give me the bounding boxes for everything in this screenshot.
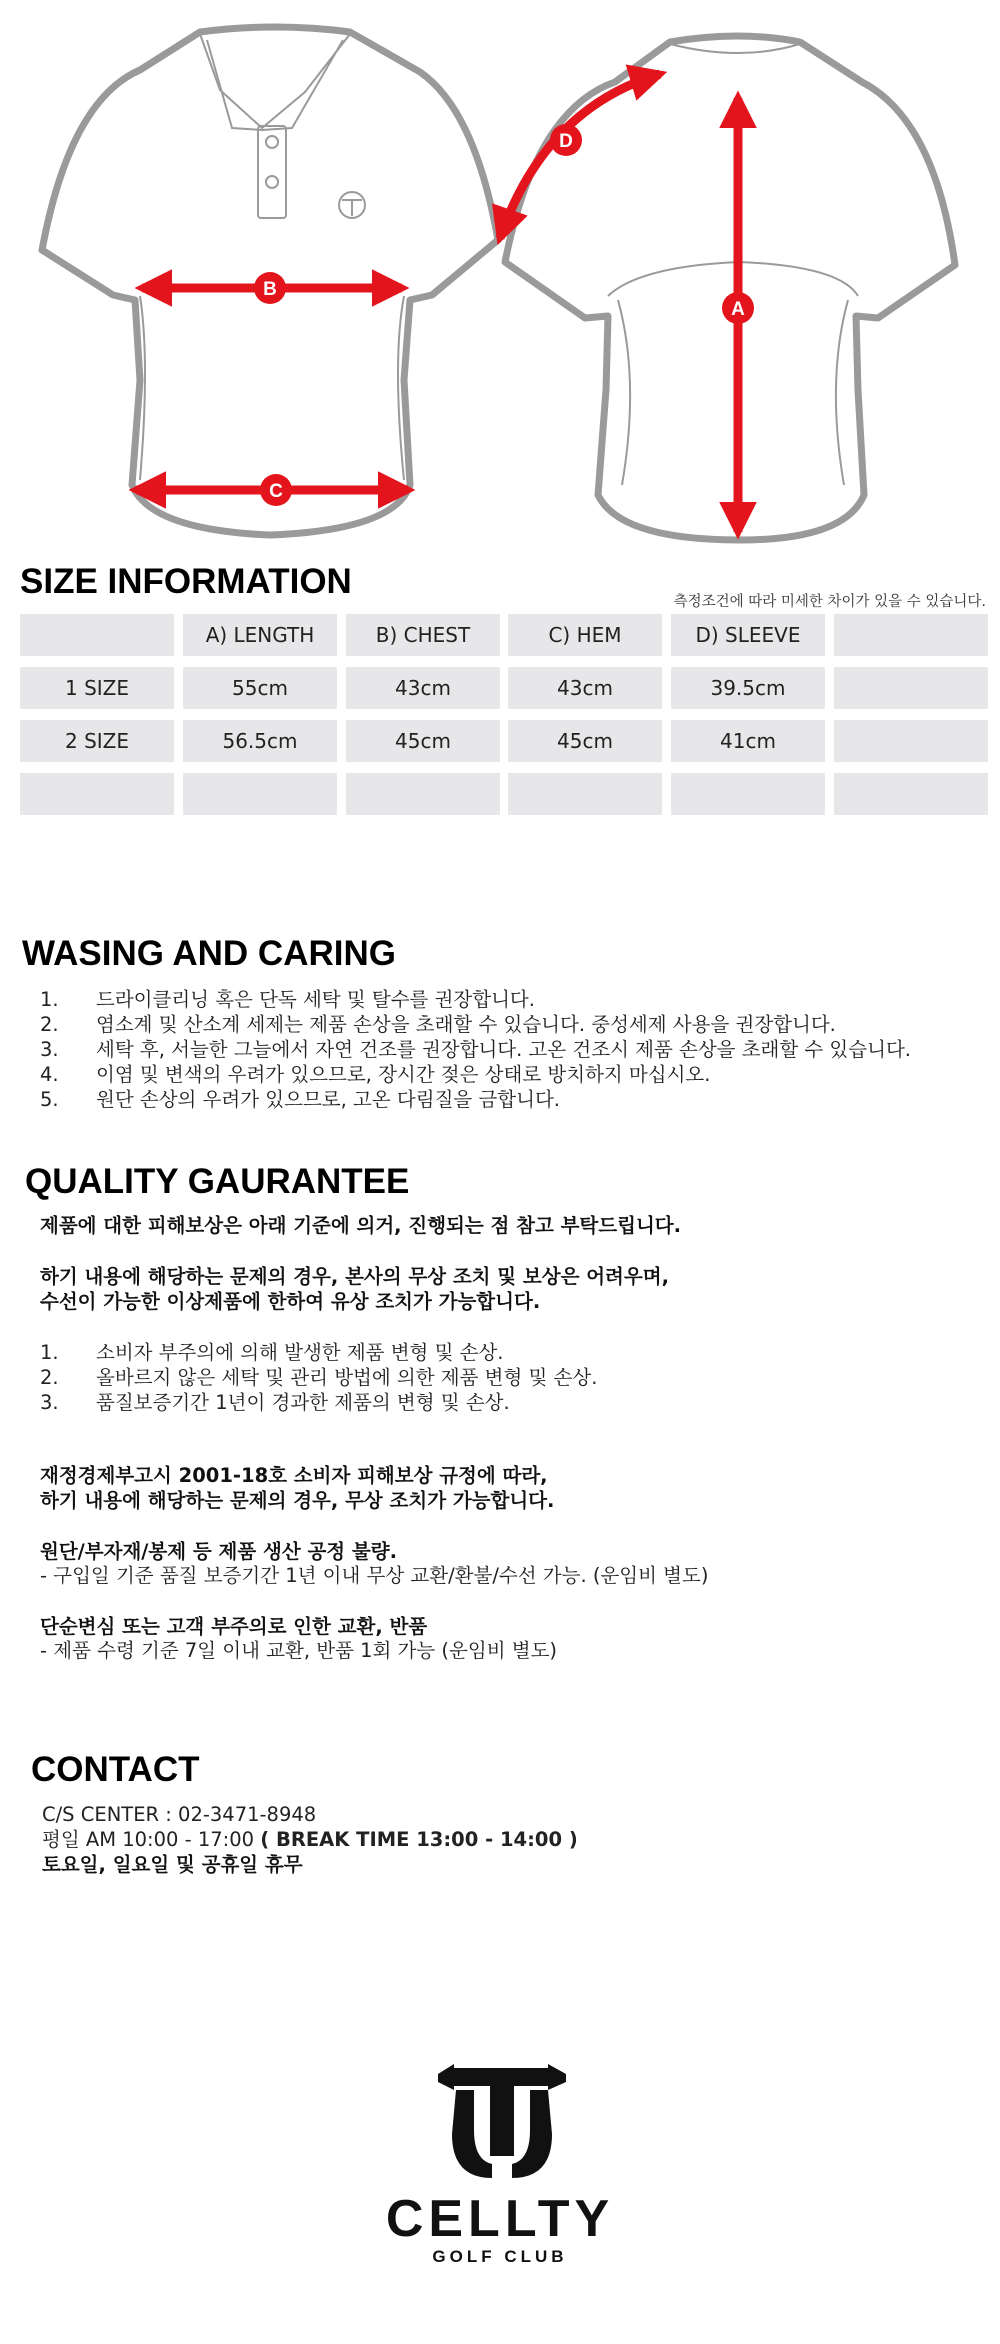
quality-sub1-title: 원단/부자재/봉제 등 제품 생산 공정 불량.: [40, 1540, 397, 1563]
size-table-cell: [834, 667, 988, 709]
quality-sub2-text: - 제품 수령 기준 7일 이내 교환, 반품 1회 가능 (운임비 별도): [40, 1639, 558, 1662]
list-item-number: 3.: [40, 1391, 59, 1414]
list-item: [40, 987, 911, 1012]
list-item-text: 이염 및 변색의 우려가 있으므로, 장시간 젖은 상태로 방치하지 마십시오.: [96, 1063, 711, 1086]
list-item: [40, 1037, 911, 1062]
list-item: [40, 1087, 911, 1112]
size-table-cell: [508, 773, 662, 815]
list-item-number: 5.: [40, 1088, 59, 1111]
label-b: [254, 272, 286, 304]
garment-measurement-diagram: [0, 0, 1000, 560]
list-item: [40, 1365, 597, 1390]
list-item-text: 원단 손상의 우려가 있으므로, 고온 다림질을 금합니다.: [96, 1088, 561, 1111]
size-table-header-hem: C) HEM: [508, 614, 662, 656]
quality-para2-line2: 하기 내용에 해당하는 문제의 경우, 무상 조치가 가능합니다.: [40, 1489, 555, 1512]
size-table-cell: 55cm: [183, 667, 337, 709]
contact-cs-center: C/S CENTER : 02-3471-8948: [42, 1803, 317, 1826]
size-table-cell: 43cm: [508, 667, 662, 709]
size-info-note: 측정조건에 따라 미세한 차이가 있을 수 있습니다.: [673, 594, 986, 610]
size-table-header-sleeve: D) SLEEVE: [671, 614, 825, 656]
quality-intro: 제품에 대한 피해보상은 아래 기준에 의거, 진행되는 점 참고 부탁드립니다.: [40, 1214, 682, 1237]
list-item-number: 4.: [40, 1063, 59, 1086]
size-table-cell: [834, 773, 988, 815]
list-item: [40, 1340, 597, 1365]
label-c-text: C: [269, 481, 283, 502]
size-table-row-label: 2 SIZE: [20, 720, 174, 762]
cellty-emblem-icon: [438, 2064, 566, 2178]
contact-hours: [42, 1827, 578, 1852]
size-table-cell: 41cm: [671, 720, 825, 762]
size-table-header-cell: [834, 614, 988, 656]
quality-para1-line2: 수선이 가능한 이상제품에 한하여 유상 조치가 가능합니다.: [40, 1290, 541, 1313]
list-item-text: 품질보증기간 1년이 경과한 제품의 변형 및 손상.: [96, 1391, 510, 1414]
size-table-header-chest: B) CHEST: [346, 614, 500, 656]
size-table-cell: [346, 773, 500, 815]
quality-para2-line1: 재정경제부고시 2001-18호 소비자 피해보상 규정에 따라,: [40, 1464, 548, 1487]
contact-hours-prefix: 평일 AM 10:00 - 17:00: [42, 1828, 255, 1851]
size-table-header-cell: [20, 614, 174, 656]
label-d-text: D: [559, 131, 573, 152]
list-item-number: 1.: [40, 988, 59, 1011]
list-item-number: 3.: [40, 1038, 59, 1061]
brand-name: CELLTY: [385, 2190, 615, 2248]
size-table-cell: 45cm: [508, 720, 662, 762]
size-table-cell: 43cm: [346, 667, 500, 709]
quality-sub1-text: - 구입일 기준 품질 보증기간 1년 이내 무상 교환/환불/수선 가능. (운임비 별도): [40, 1564, 709, 1587]
contact-break-time: ( BREAK TIME 13:00 - 14:00 ): [260, 1828, 578, 1851]
list-item: [40, 1062, 911, 1087]
list-item: [40, 1012, 911, 1037]
list-item-text: 세탁 후, 서늘한 그늘에서 자연 건조를 권장합니다. 고온 건조시 제품 손상을 초래할 수 있습니다.: [96, 1038, 911, 1061]
list-item-number: 1.: [40, 1341, 59, 1364]
list-item-text: 드라이클리닝 혹은 단독 세탁 및 탈수를 권장합니다.: [96, 988, 535, 1011]
quality-para1-line1: 하기 내용에 해당하는 문제의 경우, 본사의 무상 조치 및 보상은 어려우며,: [40, 1265, 669, 1288]
list-item-number: 2.: [40, 1366, 59, 1389]
contact-closed-days: 토요일, 일요일 및 공휴일 휴무: [42, 1853, 303, 1876]
quality-sub2-title: 단순변심 또는 고객 부주의로 인한 교환, 반품: [40, 1615, 428, 1638]
size-table-cell: [834, 720, 988, 762]
list-item-number: 2.: [40, 1013, 59, 1036]
washing-list: [40, 987, 911, 1112]
quality-title: QUALITY GAURANTEE: [25, 1162, 410, 1201]
size-table-cell: 39.5cm: [671, 667, 825, 709]
size-info-title: SIZE INFORMATION: [20, 562, 352, 601]
size-table-cell: [183, 773, 337, 815]
label-a-text: A: [731, 299, 745, 320]
list-item-text: 염소계 및 산소계 세제는 제품 손상을 초래할 수 있습니다. 중성세제 사용을 권장합니다.: [96, 1013, 836, 1036]
washing-title: WASING AND CARING: [22, 934, 396, 973]
cellty-logo: [372, 2060, 628, 2270]
label-c: [260, 474, 292, 506]
size-table-header-length: A) LENGTH: [183, 614, 337, 656]
size-table-cell: 45cm: [346, 720, 500, 762]
list-item-text: 소비자 부주의에 의해 발생한 제품 변형 및 손상.: [96, 1341, 504, 1364]
label-a: [722, 292, 754, 324]
label-b-text: B: [263, 279, 277, 300]
list-item-text: 올바르지 않은 세탁 및 관리 방법에 의한 제품 변형 및 손상.: [96, 1366, 598, 1389]
size-table-row-label: 1 SIZE: [20, 667, 174, 709]
brand-sub: GOLF CLUB: [432, 2247, 568, 2266]
contact-title: CONTACT: [31, 1750, 200, 1789]
size-table-cell: 56.5cm: [183, 720, 337, 762]
size-table-cell: [671, 773, 825, 815]
back-shirt: [505, 36, 955, 540]
label-d: [550, 124, 582, 156]
list-item: [40, 1390, 597, 1415]
size-table-row-label: [20, 773, 174, 815]
quality-list: [40, 1340, 597, 1415]
